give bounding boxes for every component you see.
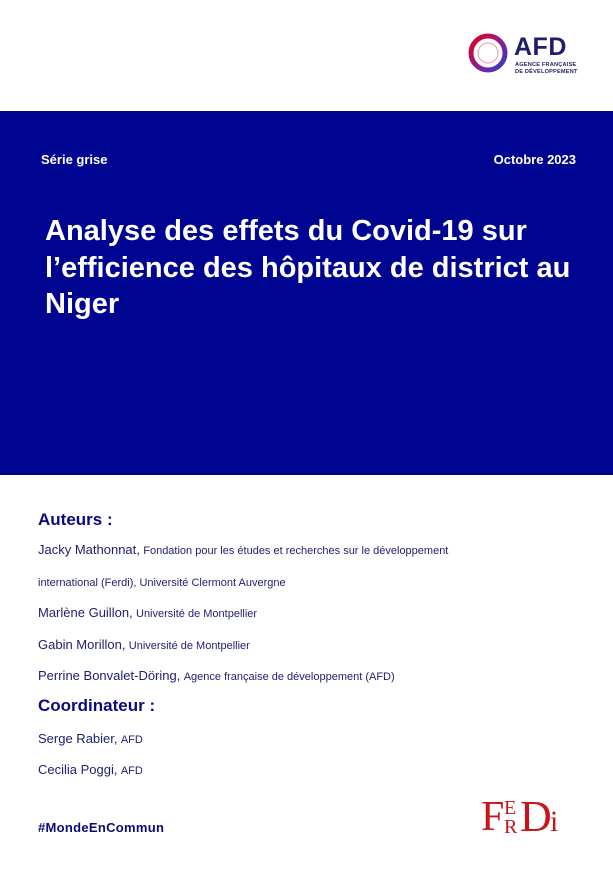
author-affiliation: Fondation pour les études et recherches sur le développement: [143, 545, 449, 557]
author-name: Jacky Mathonnat,: [38, 542, 140, 557]
svg-text:R: R: [504, 816, 518, 837]
author-line: [38, 668, 395, 683]
svg-text:D: D: [520, 792, 552, 837]
afd-logo-subtitle-line2: DE DÉVELOPPEMENT: [515, 69, 578, 75]
svg-text:E: E: [504, 797, 517, 819]
coordinator-name: Cecilia Poggi,: [38, 762, 118, 777]
authors-heading: Auteurs :: [38, 510, 113, 529]
ferdi-logo: [480, 789, 570, 837]
svg-text:F: F: [481, 794, 505, 837]
afd-ring-icon: [467, 32, 509, 74]
author-name: Perrine Bonvalet-Döring,: [38, 668, 181, 683]
author-line: [38, 637, 250, 652]
author-affiliation: Université de Montpellier: [128, 640, 250, 652]
document-title: Analyse des effets du Covid-19 sur l’efficience des hôpitaux de district au Niger: [45, 215, 571, 320]
title-banner: [0, 111, 613, 475]
afd-logo-subtitle: [515, 62, 578, 76]
author-line: [38, 542, 448, 557]
author-line: [38, 605, 257, 620]
coordinator-name: Serge Rabier,: [38, 731, 118, 746]
coordinator-affiliation: AFD: [120, 765, 143, 777]
afd-logo: [467, 30, 587, 85]
series-label: Série grise: [41, 152, 108, 167]
author-line-continuation: [38, 575, 286, 589]
coordinators-heading: Coordinateur :: [38, 696, 156, 715]
coordinator-line: [38, 762, 143, 777]
author-affiliation-cont: international (Ferdi), Université Clermont Auvergne: [38, 577, 286, 589]
author-affiliation: Université de Montpellier: [136, 608, 258, 620]
author-affiliation: Agence française de développement (AFD): [183, 671, 395, 683]
author-name: Gabin Morillon,: [38, 637, 126, 652]
hashtag: #MondeEnCommun: [38, 820, 165, 835]
afd-logo-name: AFD: [514, 33, 567, 61]
afd-logo-subtitle-line1: AGENCE FRANÇAISE: [515, 62, 577, 68]
coordinator-line: [38, 731, 143, 746]
coordinator-affiliation: AFD: [120, 734, 143, 746]
svg-text:i: i: [550, 805, 559, 837]
author-name: Marlène Guillon,: [38, 605, 133, 620]
publication-date: Octobre 2023: [493, 152, 576, 167]
